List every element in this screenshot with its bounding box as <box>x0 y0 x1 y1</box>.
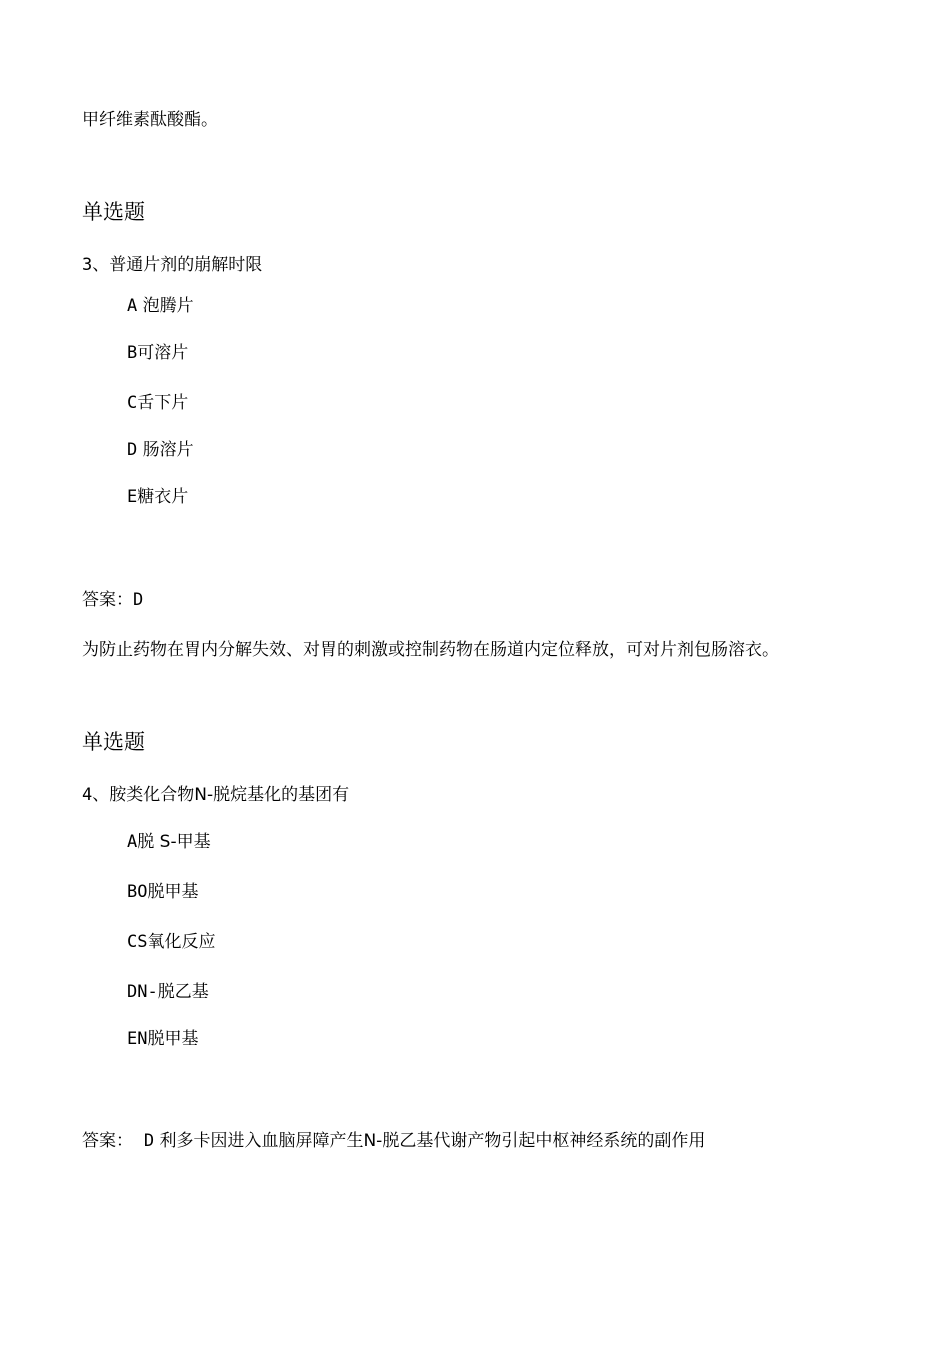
question-text: 普通片剂的崩解时限 <box>109 255 263 275</box>
option-letter: C <box>127 393 138 413</box>
option-letter: B <box>127 343 138 363</box>
option-a <box>127 832 211 852</box>
option-text: 脱 S-甲基 <box>137 832 211 852</box>
continuation-text: 甲纤维素酞酸酯。 <box>82 110 218 130</box>
option-b <box>127 343 188 363</box>
question-number: 4、 <box>82 785 110 805</box>
option-letter: DN- <box>127 982 158 1002</box>
option-text: 糖衣片 <box>137 487 189 507</box>
option-letter: EN <box>127 1029 148 1049</box>
option-e <box>127 1029 198 1049</box>
answer <box>82 590 143 610</box>
option-letter: E <box>127 487 138 507</box>
section-title: 单选题 <box>82 200 145 224</box>
option-c <box>127 393 188 413</box>
option-letter: BO <box>127 882 148 902</box>
option-d <box>127 440 194 460</box>
answer-value: D <box>133 590 144 610</box>
option-e <box>127 487 188 507</box>
section-title: 单选题 <box>82 730 145 754</box>
answer-value: D <box>143 1131 155 1151</box>
option-letter: D <box>127 440 138 460</box>
answer-label: 答案： <box>82 1131 133 1151</box>
question-text: 胺类化合物N-脱烷基化的基团有 <box>109 785 350 805</box>
option-text: 脱甲基 <box>147 1029 199 1049</box>
answer-explanation: 利多卡因进入血脑屏障产生N-脱乙基代谢产物引起中枢神经系统的副作用 <box>159 1131 706 1151</box>
option-text: 泡腾片 <box>137 296 194 316</box>
option-c <box>127 932 215 952</box>
question-number: 3、 <box>82 255 110 275</box>
option-d <box>127 982 209 1002</box>
option-text: 可溶片 <box>137 343 189 363</box>
option-text: 氧化反应 <box>147 932 216 952</box>
option-letter: A <box>127 296 138 316</box>
option-text: 脱甲基 <box>147 882 199 902</box>
answer-label: 答案： <box>82 590 133 610</box>
option-letter: A <box>127 832 138 852</box>
answer <box>82 1131 705 1151</box>
question-stem <box>82 785 349 805</box>
option-letter: CS <box>127 932 148 952</box>
question-stem <box>82 255 262 275</box>
option-text: 肠溶片 <box>137 440 194 460</box>
option-b <box>127 882 198 902</box>
answer-explanation: 为防止药物在胃内分解失效、对胃的刺激或控制药物在肠道内定位释放，可对片剂包肠溶衣。 <box>82 640 779 660</box>
option-text: 脱乙基 <box>157 982 209 1002</box>
option-text: 舌下片 <box>137 393 189 413</box>
option-a <box>127 296 194 316</box>
